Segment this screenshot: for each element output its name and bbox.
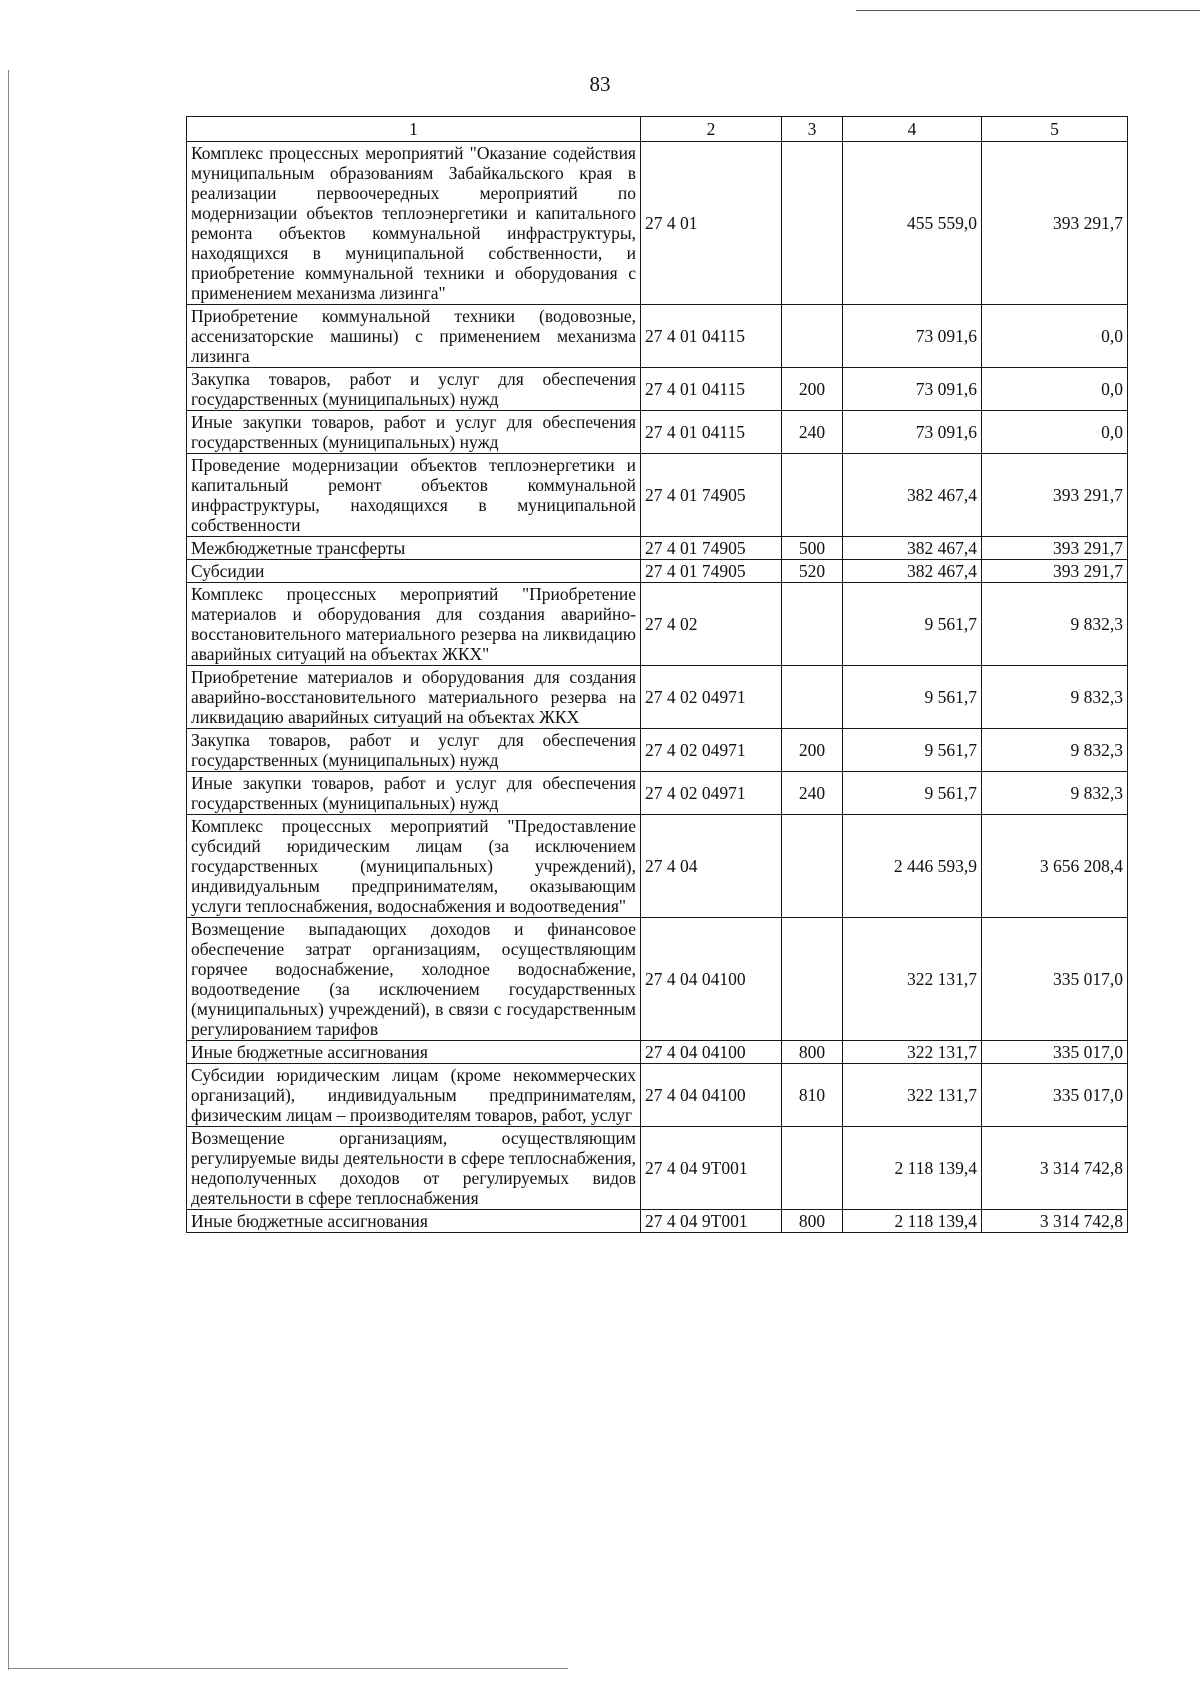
row-code-cell: 27 4 01 74905: [641, 537, 782, 560]
table-row: [187, 1064, 1128, 1127]
scan-border-left: [8, 70, 9, 1670]
row-value-col4-cell: 9 561,7: [843, 729, 982, 772]
row-value-col5-cell: 335 017,0: [982, 1041, 1128, 1064]
table-row: [187, 729, 1128, 772]
row-value-col4-cell: 322 131,7: [843, 1041, 982, 1064]
row-value-col5-cell: 0,0: [982, 368, 1128, 411]
row-code-cell: 27 4 01 74905: [641, 454, 782, 537]
row-value-col5-cell: 0,0: [982, 305, 1128, 368]
row-value-col5-cell: 9 832,3: [982, 729, 1128, 772]
row-code-cell: 27 4 01 04115: [641, 411, 782, 454]
table-row: [187, 918, 1128, 1041]
budget-table: [186, 116, 1128, 1233]
table-row: [187, 537, 1128, 560]
row-value-col4-cell: 9 561,7: [843, 583, 982, 666]
row-name-cell: Приобретение материалов и оборудования для создания аварийно-восстановительного материального резерва на ликвидацию аварийных ситуаций на объектах ЖКХ: [187, 666, 641, 729]
row-value-col4-cell: 2 118 139,4: [843, 1210, 982, 1233]
scan-border-bottom: [8, 1668, 568, 1669]
row-value-col5-cell: 335 017,0: [982, 918, 1128, 1041]
row-name-cell: Межбюджетные трансферты: [187, 537, 641, 560]
row-code-cell: 27 4 02: [641, 583, 782, 666]
row-value-col4-cell: 382 467,4: [843, 537, 982, 560]
row-type-cell: [782, 666, 843, 729]
row-value-col5-cell: 0,0: [982, 411, 1128, 454]
row-value-col5-cell: 393 291,7: [982, 454, 1128, 537]
row-type-cell: 200: [782, 368, 843, 411]
table-row: [187, 305, 1128, 368]
header-col-5: 5: [982, 117, 1128, 142]
row-value-col4-cell: 9 561,7: [843, 666, 982, 729]
row-name-cell: Возмещение организациям, осуществляющим регулируемые виды деятельности в сфере теплоснабжения, недополученных доходов от регулируемых видов деятельности в сфере теплоснабжения: [187, 1127, 641, 1210]
table-row: [187, 666, 1128, 729]
page-number: 83: [589, 72, 611, 96]
row-type-cell: [782, 583, 843, 666]
row-code-cell: 27 4 04 04100: [641, 1041, 782, 1064]
row-value-col5-cell: 3 314 742,8: [982, 1210, 1128, 1233]
row-type-cell: 500: [782, 537, 843, 560]
table-row: [187, 815, 1128, 918]
row-type-cell: [782, 815, 843, 918]
row-code-cell: 27 4 04: [641, 815, 782, 918]
row-value-col4-cell: 9 561,7: [843, 772, 982, 815]
row-type-cell: 240: [782, 411, 843, 454]
row-value-col5-cell: 393 291,7: [982, 560, 1128, 583]
row-name-cell: Комплекс процессных мероприятий "Оказание содействия муниципальным образованиям Забайкальского края в реализации первоочередных мероприятий по модернизации объектов теплоэнергетики и капитального ремонта объектов коммунальной инфраструктуры, находящихся в муниципальной собственности, и приобретение коммунальной техники и оборудования с применением механизма лизинга": [187, 142, 641, 305]
header-col-3: 3: [782, 117, 843, 142]
row-code-cell: 27 4 04 04100: [641, 1064, 782, 1127]
table-header-row: [187, 117, 1128, 142]
table-row: [187, 583, 1128, 666]
row-value-col5-cell: 393 291,7: [982, 142, 1128, 305]
row-type-cell: 800: [782, 1210, 843, 1233]
table-row: [187, 772, 1128, 815]
row-value-col4-cell: 2 118 139,4: [843, 1127, 982, 1210]
table-body: [187, 142, 1128, 1233]
row-type-cell: 800: [782, 1041, 843, 1064]
scan-border-top: [856, 10, 1200, 11]
row-value-col4-cell: 73 091,6: [843, 411, 982, 454]
row-value-col4-cell: 455 559,0: [843, 142, 982, 305]
row-name-cell: Иные закупки товаров, работ и услуг для обеспечения государственных (муниципальных) нужд: [187, 772, 641, 815]
row-code-cell: 27 4 01 04115: [641, 368, 782, 411]
table-row: [187, 411, 1128, 454]
row-value-col4-cell: 73 091,6: [843, 368, 982, 411]
row-name-cell: Иные закупки товаров, работ и услуг для обеспечения государственных (муниципальных) нужд: [187, 411, 641, 454]
row-value-col5-cell: 9 832,3: [982, 666, 1128, 729]
row-code-cell: 27 4 02 04971: [641, 772, 782, 815]
row-value-col4-cell: 2 446 593,9: [843, 815, 982, 918]
table-row: [187, 560, 1128, 583]
table-row: [187, 368, 1128, 411]
header-col-1: 1: [187, 117, 641, 142]
table-row: [187, 454, 1128, 537]
table-row: [187, 1127, 1128, 1210]
row-type-cell: [782, 305, 843, 368]
row-value-col4-cell: 73 091,6: [843, 305, 982, 368]
row-name-cell: Субсидии юридическим лицам (кроме некоммерческих организаций), индивидуальным предпринимателям, физическим лицам – производителям товаров, работ, услуг: [187, 1064, 641, 1127]
row-name-cell: Приобретение коммунальной техники (водовозные, ассенизаторские машины) с применением механизма лизинга: [187, 305, 641, 368]
row-type-cell: [782, 142, 843, 305]
row-code-cell: 27 4 02 04971: [641, 729, 782, 772]
row-type-cell: [782, 918, 843, 1041]
row-code-cell: 27 4 02 04971: [641, 666, 782, 729]
row-code-cell: 27 4 01 74905: [641, 560, 782, 583]
row-value-col4-cell: 322 131,7: [843, 1064, 982, 1127]
row-code-cell: 27 4 01 04115: [641, 305, 782, 368]
row-value-col5-cell: 9 832,3: [982, 583, 1128, 666]
row-value-col4-cell: 322 131,7: [843, 918, 982, 1041]
row-name-cell: Возмещение выпадающих доходов и финансовое обеспечение затрат организациям, осуществляющим горячее водоснабжение, холодное водоснабжение, водоотведение (за исключением государственных (муниципальных) учреждений), в связи с государственным регулированием тарифов: [187, 918, 641, 1041]
row-type-cell: 520: [782, 560, 843, 583]
table-row: [187, 1041, 1128, 1064]
row-value-col5-cell: 335 017,0: [982, 1064, 1128, 1127]
row-name-cell: Проведение модернизации объектов теплоэнергетики и капитальный ремонт объектов коммунальной инфраструктуры, находящихся в муниципальной собственности: [187, 454, 641, 537]
row-name-cell: Иные бюджетные ассигнования: [187, 1041, 641, 1064]
header-col-4: 4: [843, 117, 982, 142]
row-name-cell: Комплекс процессных мероприятий "Предоставление субсидий юридическим лицам (за исключением государственных (муниципальных) учреждений), индивидуальным предпринимателям, оказывающим услуги теплоснабжения, водоснабжения и водоотведения": [187, 815, 641, 918]
row-name-cell: Закупка товаров, работ и услуг для обеспечения государственных (муниципальных) нужд: [187, 729, 641, 772]
row-name-cell: Субсидии: [187, 560, 641, 583]
row-name-cell: Комплекс процессных мероприятий "Приобретение материалов и оборудования для создания аварийно-восстановительного материального резерва на ликвидацию аварийных ситуаций на объектах ЖКХ": [187, 583, 641, 666]
table-row: [187, 1210, 1128, 1233]
row-code-cell: 27 4 04 9Т001: [641, 1210, 782, 1233]
row-value-col4-cell: 382 467,4: [843, 454, 982, 537]
row-type-cell: [782, 454, 843, 537]
row-code-cell: 27 4 01: [641, 142, 782, 305]
row-value-col5-cell: 3 314 742,8: [982, 1127, 1128, 1210]
row-code-cell: 27 4 04 9Т001: [641, 1127, 782, 1210]
row-type-cell: [782, 1127, 843, 1210]
row-value-col5-cell: 9 832,3: [982, 772, 1128, 815]
row-name-cell: Закупка товаров, работ и услуг для обеспечения государственных (муниципальных) нужд: [187, 368, 641, 411]
row-value-col5-cell: 393 291,7: [982, 537, 1128, 560]
row-type-cell: 810: [782, 1064, 843, 1127]
row-value-col4-cell: 382 467,4: [843, 560, 982, 583]
row-type-cell: 240: [782, 772, 843, 815]
row-name-cell: Иные бюджетные ассигнования: [187, 1210, 641, 1233]
table-row: [187, 142, 1128, 305]
row-code-cell: 27 4 04 04100: [641, 918, 782, 1041]
row-value-col5-cell: 3 656 208,4: [982, 815, 1128, 918]
row-type-cell: 200: [782, 729, 843, 772]
header-col-2: 2: [641, 117, 782, 142]
